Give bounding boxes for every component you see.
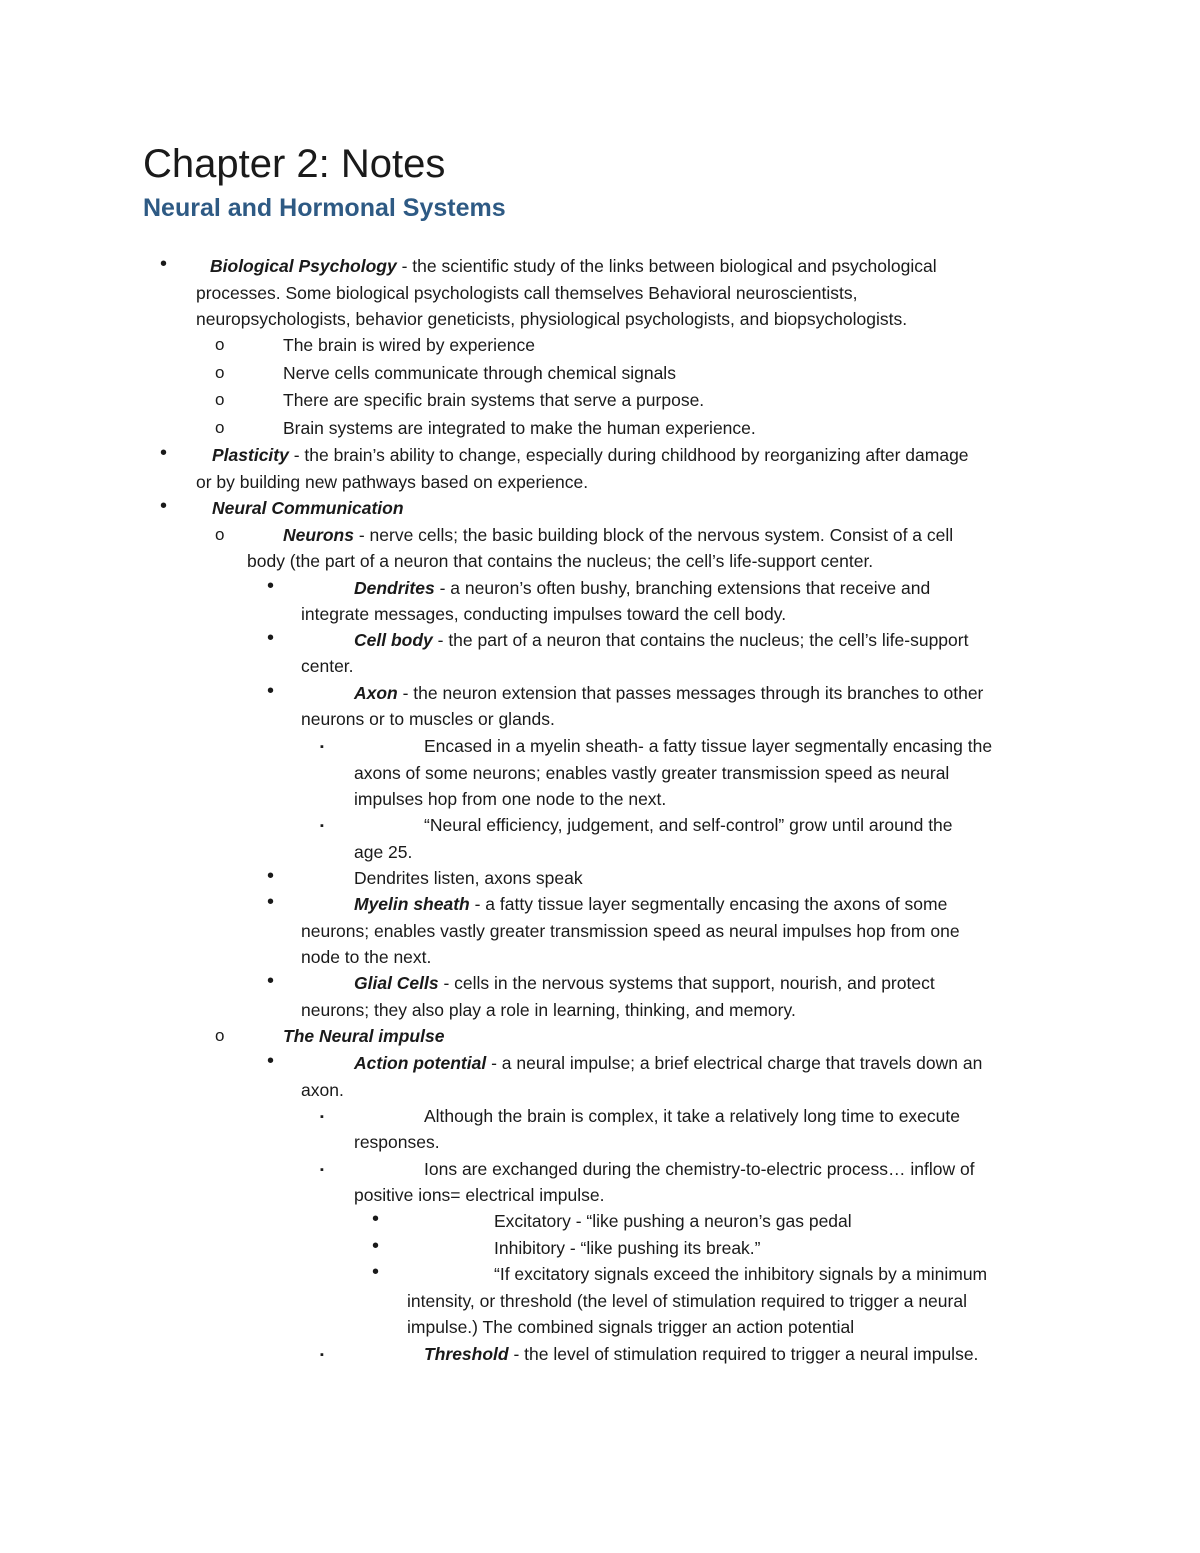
- item-text: body (the part of a neuron that contains the nucleus; the cell’s life-support center.: [247, 551, 874, 571]
- term-label: Neurons: [283, 525, 354, 545]
- item-text: Excitatory - “like pushing a neuron’s gas pedal: [494, 1211, 852, 1231]
- item-text: age 25.: [354, 842, 413, 862]
- item-text: impulse.) The combined signals trigger an action potential: [407, 1317, 855, 1337]
- item-text: There are specific brain systems that serve a purpose.: [283, 390, 705, 410]
- term-label: Axon: [354, 683, 398, 703]
- list-item: [424, 1341, 978, 1367]
- page-subtitle: Neural and Hormonal Systems: [143, 194, 506, 222]
- bullet-icon: •: [267, 575, 275, 597]
- item-text: “Neural efficiency, judgement, and self-control” grow until around the: [424, 815, 953, 835]
- term-label: Glial Cells: [354, 973, 439, 993]
- item-text: - the level of stimulation required to trigger a neural impulse.: [508, 1344, 979, 1364]
- item-text: neurons; they also play a role in learning, thinking, and memory.: [301, 1000, 796, 1020]
- list-item: [210, 253, 937, 279]
- item-text: center.: [301, 656, 354, 676]
- list-item: [354, 891, 947, 917]
- list-item-continuation: [247, 548, 873, 574]
- term-label: Myelin sheath: [354, 894, 470, 914]
- list-item-continuation: [301, 918, 960, 944]
- item-text: Although the brain is complex, it take a relatively long time to execute: [424, 1106, 960, 1126]
- list-item: [494, 1235, 761, 1261]
- term-label: Neural Communication: [212, 498, 404, 518]
- list-item: [283, 1023, 444, 1049]
- item-text: axon.: [301, 1080, 344, 1100]
- item-text: - a neural impulse; a brief electrical charge that travels down an: [486, 1053, 983, 1073]
- list-item-continuation: [301, 706, 555, 732]
- list-item: [283, 332, 535, 358]
- list-item: [354, 970, 935, 996]
- item-text: impulses hop from one node to the next.: [354, 789, 667, 809]
- list-item-continuation: [196, 469, 588, 495]
- item-text: - the neuron extension that passes messages through its branches to other: [397, 683, 984, 703]
- item-text: - the brain’s ability to change, especially during childhood by reorganizing after damage: [288, 445, 969, 465]
- list-item-continuation: [354, 839, 412, 865]
- bullet-icon: •: [267, 627, 275, 649]
- item-text: integrate messages, conducting impulses toward the cell body.: [301, 604, 787, 624]
- item-text: neurons or to muscles or glands.: [301, 709, 555, 729]
- item-text: axons of some neurons; enables vastly greater transmission speed as neural: [354, 763, 950, 783]
- circle-bullet-icon: o: [215, 1026, 225, 1045]
- term-label: Biological Psychology: [210, 256, 397, 276]
- circle-bullet-icon: o: [215, 390, 225, 409]
- list-item-continuation: [354, 1182, 604, 1208]
- page-title: Chapter 2: Notes: [143, 142, 446, 186]
- term-label: The Neural impulse: [283, 1026, 445, 1046]
- list-item-continuation: [354, 760, 949, 786]
- square-bullet-icon: ▪: [320, 820, 324, 832]
- list-item: [494, 1261, 987, 1287]
- term-label: Plasticity: [212, 445, 289, 465]
- item-text: positive ions= electrical impulse.: [354, 1185, 605, 1205]
- bullet-icon: •: [160, 442, 168, 464]
- square-bullet-icon: ▪: [320, 741, 324, 753]
- bullet-icon: •: [267, 680, 275, 702]
- square-bullet-icon: ▪: [320, 1111, 324, 1123]
- item-text: responses.: [354, 1132, 440, 1152]
- item-text: - the scientific study of the links between biological and psychological: [396, 256, 937, 276]
- bullet-icon: •: [372, 1261, 380, 1283]
- list-item-continuation: [301, 1077, 344, 1103]
- list-item: [212, 442, 969, 468]
- item-text: - a fatty tissue layer segmentally encasing the axons of some: [469, 894, 948, 914]
- item-text: - a neuron’s often bushy, branching extensions that receive and: [434, 578, 931, 598]
- list-item: [283, 360, 676, 386]
- item-text: Brain systems are integrated to make the human experience.: [283, 418, 756, 438]
- list-item: [212, 495, 404, 521]
- list-item-continuation: [407, 1314, 854, 1340]
- item-text: - nerve cells; the basic building block of the nervous system. Consist of a cell: [353, 525, 954, 545]
- list-item: [424, 733, 992, 759]
- term-label: Dendrites: [354, 578, 435, 598]
- list-item-continuation: [407, 1288, 967, 1314]
- bullet-icon: •: [267, 970, 275, 992]
- item-text: neuropsychologists, behavior geneticists, physiological psychologists, and biopsychologists.: [196, 309, 908, 329]
- list-item: [494, 1208, 852, 1234]
- list-item: [354, 680, 983, 706]
- term-label: Cell body: [354, 630, 433, 650]
- list-item: [354, 865, 583, 891]
- item-text: “If excitatory signals exceed the inhibitory signals by a minimum: [494, 1264, 988, 1284]
- term-label: Threshold: [424, 1344, 509, 1364]
- square-bullet-icon: ▪: [320, 1164, 324, 1176]
- item-text: Ions are exchanged during the chemistry-to-electric process… inflow of: [424, 1159, 975, 1179]
- bullet-icon: •: [160, 253, 168, 275]
- circle-bullet-icon: o: [215, 363, 225, 382]
- bullet-icon: •: [267, 891, 275, 913]
- list-item-continuation: [301, 997, 796, 1023]
- item-text: or by building new pathways based on experience.: [196, 472, 589, 492]
- list-item: [354, 575, 930, 601]
- list-item: [283, 387, 704, 413]
- item-text: - cells in the nervous systems that support, nourish, and protect: [438, 973, 935, 993]
- list-item: [424, 812, 953, 838]
- item-text: processes. Some biological psychologists call themselves Behavioral neuroscientists,: [196, 283, 858, 303]
- list-item: [424, 1103, 960, 1129]
- list-item-continuation: [301, 944, 431, 970]
- list-item-continuation: [354, 786, 666, 812]
- square-bullet-icon: ▪: [320, 1349, 324, 1361]
- term-label: Action potential: [354, 1053, 487, 1073]
- list-item: [283, 415, 756, 441]
- item-text: Inhibitory - “like pushing its break.”: [494, 1238, 761, 1258]
- item-text: node to the next.: [301, 947, 432, 967]
- bullet-icon: •: [267, 1050, 275, 1072]
- list-item: [424, 1156, 975, 1182]
- bullet-icon: •: [267, 865, 275, 887]
- item-text: neurons; enables vastly greater transmission speed as neural impulses hop from one: [301, 921, 960, 941]
- list-item-continuation: [196, 306, 907, 332]
- item-text: Dendrites listen, axons speak: [354, 868, 583, 888]
- bullet-icon: •: [160, 495, 168, 517]
- list-item-continuation: [301, 601, 786, 627]
- list-item-continuation: [196, 280, 857, 306]
- circle-bullet-icon: o: [215, 418, 225, 437]
- item-text: The brain is wired by experience: [283, 335, 535, 355]
- item-text: intensity, or threshold (the level of stimulation required to trigger a neural: [407, 1291, 967, 1311]
- list-item: [354, 627, 968, 653]
- list-item: [283, 522, 953, 548]
- item-text: - the part of a neuron that contains the nucleus; the cell’s life-support: [432, 630, 969, 650]
- list-item-continuation: [354, 1129, 440, 1155]
- item-text: Encased in a myelin sheath- a fatty tissue layer segmentally encasing the: [424, 736, 993, 756]
- bullet-icon: •: [372, 1208, 380, 1230]
- circle-bullet-icon: o: [215, 335, 225, 354]
- bullet-icon: •: [372, 1235, 380, 1257]
- circle-bullet-icon: o: [215, 525, 225, 544]
- item-text: Nerve cells communicate through chemical signals: [283, 363, 676, 383]
- list-item-continuation: [301, 653, 354, 679]
- list-item: [354, 1050, 982, 1076]
